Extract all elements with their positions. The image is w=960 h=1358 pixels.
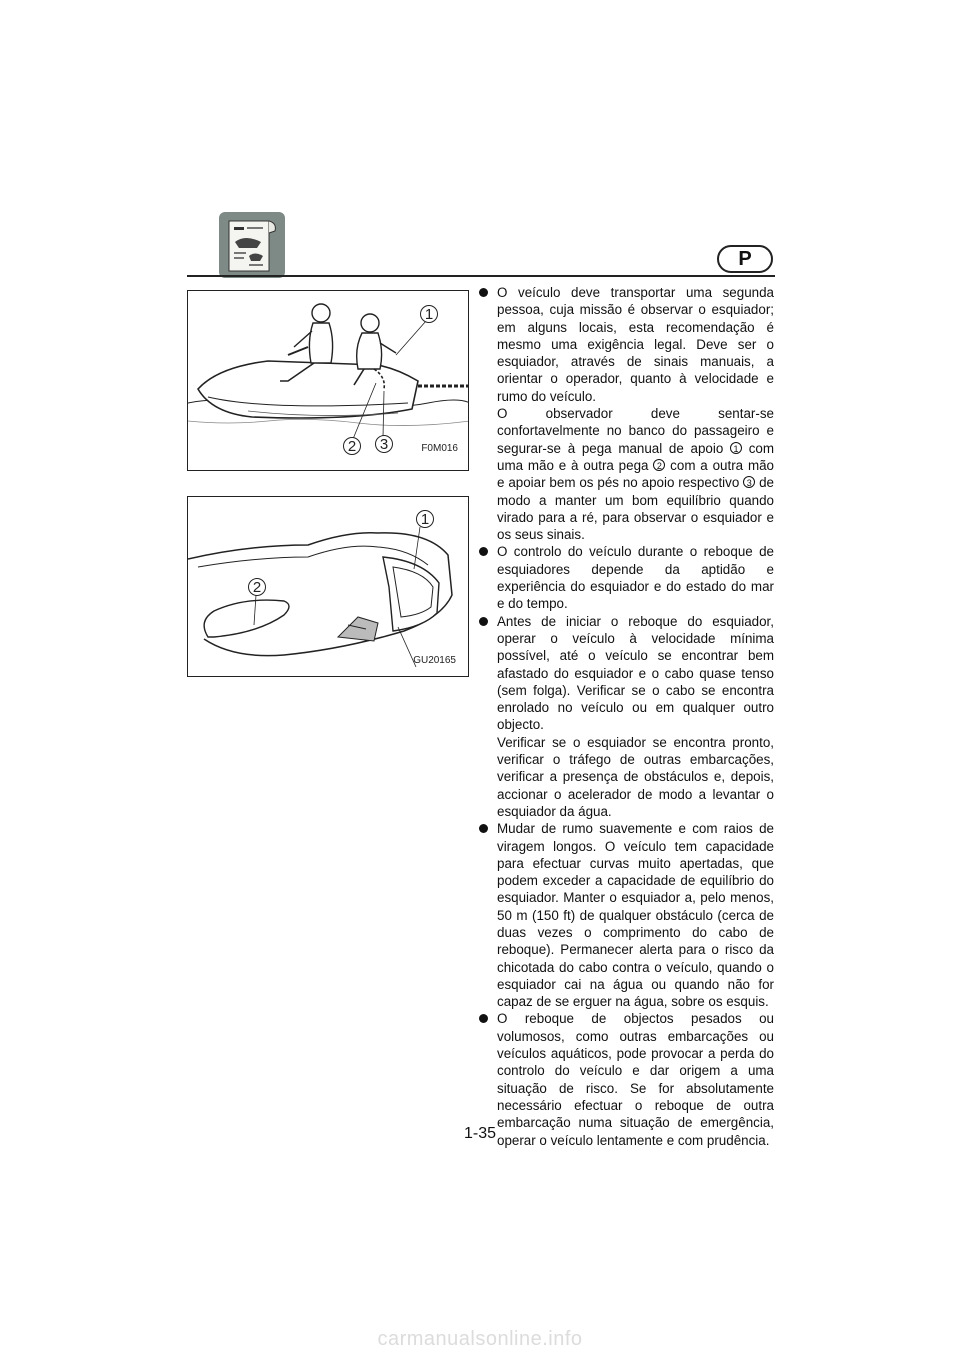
callout-1: 1: [420, 305, 438, 323]
callout-2: 2: [248, 578, 266, 596]
paragraph: Verificar se o esquiador se encontra pronto, verificar o tráfego de outras embarcações, verificar a presença de obstáculos e, depois, accionar o acelerador de modo a levantar o esquiador da água.: [497, 734, 774, 819]
callout-2: 2: [343, 437, 361, 455]
watermark: carmanualsonline.info: [377, 1328, 583, 1350]
paragraph: O veículo deve transportar uma segunda pessoa, cuja missão é observar o esquiador; em alguns locais, esta recomendação é mesmo uma exigência legal. Deve ser o esquiador, através de sinais manuais, a orientar o operador, quanto à velocidade e rumo do veículo.: [497, 285, 774, 404]
figure-code: F0M016: [421, 443, 458, 454]
page-number: 1-35: [463, 1125, 497, 1142]
ref-3: 3: [743, 476, 755, 488]
ref-1: 1: [730, 442, 742, 454]
bullet-start-towing: [478, 613, 774, 821]
paragraph: O reboque de objectos pesados ou volumosos, como outras embarcações ou veículos aquáticos, pode provocar a perda do controlo do veículo e dar origem a uma situação de risco. Se for absolutamente necessário efectuar o reboque de outra embarcação numa situação de emergência, operar o veículo lentamente e com prudência.: [497, 1011, 774, 1148]
paragraph: Antes de iniciar o reboque do esquiador, operar o veículo à velocidade mínima possível, até o veículo se encontrar bem afastado do esquiador e o cabo quase tenso (sem folga). Verificar se o cabo se encontra enrolado no veículo ou em qualquer outro objecto.: [497, 613, 774, 733]
bullet-control: [478, 543, 774, 612]
bullet-turning: [478, 820, 774, 1010]
body-text: [478, 284, 774, 1149]
owners-manual-icon: [219, 212, 285, 278]
paragraph: O observador deve sentar-se confortavelmente no banco do passageiro e segurar-se à pega manual de apoio 1 com uma mão e à outra pega 2 com a outra mão e apoiar bem os pés no apoio respectivo 3 de modo a manter um bom equilíbrio quando virado para a ré, para observar o esquiador e os seus sinais.: [497, 406, 774, 543]
paragraph: O controlo do veículo durante o reboque de esquiadores depende da aptidão e experiência do esquiador e do estado do mar e do tempo.: [497, 544, 774, 612]
ref-2: 2: [653, 459, 665, 471]
figure-code: GU20165: [413, 655, 456, 666]
figure-observer-seated: [187, 290, 469, 471]
callout-1: 1: [416, 510, 434, 528]
figure-seat-handle: [187, 496, 469, 677]
bullet-observer: [478, 284, 774, 543]
header-rule: [187, 275, 775, 277]
paragraph: Mudar de rumo suavemente e com raios de viragem longos. O veículo tem capacidade para efectuar curvas muito apertadas, que podem exceder a capacidade de equilíbrio do esquiador. Manter o esquiador a, pelo menos, 50 m (150 ft) de qualquer obstáculo (cerca de duas vezes o comprimento do cabo de reboque). Permanecer alerta para o risco da chicotada do cabo contra o veículo, quando o esquiador cai na água ou quando não for capaz de se erguer na água, sobre os esquis.: [497, 821, 774, 1010]
language-badge: P: [717, 245, 773, 273]
callout-3: 3: [375, 435, 393, 453]
